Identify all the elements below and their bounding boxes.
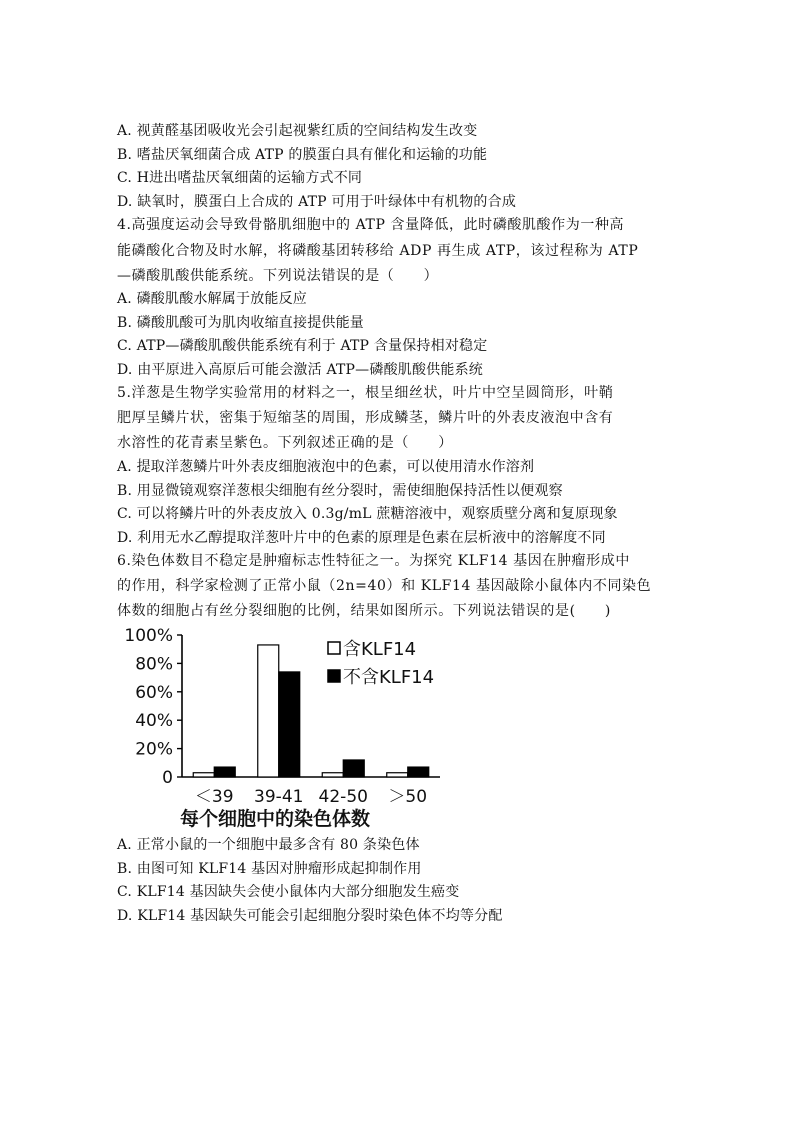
x-tick-label: ＜39 xyxy=(194,787,234,807)
q5-option-d: D. 利用无水乙醇提取洋葱叶片中的色素的原理是色素在层析液中的溶解度不同 xyxy=(117,530,606,546)
bar xyxy=(279,672,300,777)
bar xyxy=(258,645,279,777)
y-tick-label: 100% xyxy=(124,626,173,646)
q3-option-a: A. 视黄醛基团吸收光会引起视紫红质的空间结构发生改变 xyxy=(117,123,478,139)
q4-option-d: D. 由平原进入高原后可能会激活 ATP—磷酸肌酸供能系统 xyxy=(117,362,483,378)
q6-option-b: B. 由图可知 KLF14 基因对肿瘤形成起抑制作用 xyxy=(117,861,422,877)
bar xyxy=(408,767,429,777)
q4-stem-line: 4.高强度运动会导致骨骼肌细胞中的 ATP 含量降低，此时磷酸肌酸作为一种高 xyxy=(117,217,625,233)
x-axis-title: 每个细胞中的染色体数 xyxy=(179,808,371,830)
bar xyxy=(387,773,408,777)
bar xyxy=(214,767,235,777)
q4-stem-line: —磷酸肌酸供能系统。下列说法错误的是（ ） xyxy=(117,268,439,284)
q6-stem-line: 6.染色体数目不稳定是肿瘤标志性特征之一。为探究 KLF14 基因在肿瘤形成中 xyxy=(117,553,630,569)
q3-option-b: B. 嗜盐厌氧细菌合成 ATP 的膜蛋白具有催化和运输的功能 xyxy=(117,147,488,163)
q6-option-c: C. KLF14 基因缺失会使小鼠体内大部分细胞发生癌变 xyxy=(117,884,460,900)
x-tick-label: 39-41 xyxy=(254,787,304,807)
y-tick-label: 0 xyxy=(162,768,173,788)
bar xyxy=(343,760,364,777)
q4-option-c: C. ATP—磷酸肌酸供能系统有利于 ATP 含量保持相对稳定 xyxy=(117,338,488,354)
legend-label: 含KLF14 xyxy=(343,639,417,660)
q4-option-b: B. 磷酸肌酸可为肌肉收缩直接提供能量 xyxy=(117,315,364,331)
legend-swatch xyxy=(328,642,340,654)
y-tick-label: 60% xyxy=(135,682,173,703)
q6-option-d: D. KLF14 基因缺失可能会引起细胞分裂时染色体不均等分配 xyxy=(117,908,503,924)
q5-option-c: C. 可以将鳞片叶的外表皮放入 0.3g/mL 蔗糖溶液中，观察质壁分离和复原现象 xyxy=(117,506,618,522)
legend-swatch xyxy=(328,670,340,682)
q5-stem-line: 肥厚呈鳞片状，密集于短缩茎的周围，形成鳞茎，鳞片叶的外表皮液泡中含有 xyxy=(117,410,614,426)
q5-option-a: A. 提取洋葱鳞片叶外表皮细胞液泡中的色素，可以使用清水作溶剂 xyxy=(117,459,535,475)
q3-option-c: C. H进出嗜盐厌氧细菌的运输方式不同 xyxy=(117,170,363,186)
q4-option-a: A. 磷酸肌酸水解属于放能反应 xyxy=(117,291,308,307)
bar xyxy=(322,773,343,777)
x-tick-label: ＞50 xyxy=(388,787,428,807)
q5-stem-line: 水溶性的花青素呈紫色。下列叙述正确的是（ ） xyxy=(117,435,453,451)
y-tick-label: 40% xyxy=(135,711,173,732)
q5-option-b: B. 用显微镜观察洋葱根尖细胞有丝分裂时，需使细胞保持活性以便观察 xyxy=(117,483,563,499)
q3-option-d: D. 缺氧时，膜蛋白上合成的 ATP 可用于叶绿体中有机物的合成 xyxy=(117,194,517,210)
q5-stem-line: 5.洋葱是生物学实验常用的材料之一，根呈细丝状，叶片中空呈圆筒形，叶鞘 xyxy=(117,385,614,401)
chromosome-count-bar-chart xyxy=(118,620,458,832)
q4-stem-line: 能磷酸化合物及时水解，将磷酸基团转移给 ADP 再生成 ATP，该过程称为 ATP xyxy=(117,243,639,259)
q6-stem-line: 体数的细胞占有丝分裂细胞的比例，结果如图所示。下列说法错误的是( ) xyxy=(117,603,611,619)
q6-option-a: A. 正常小鼠的一个细胞中最多含有 80 条染色体 xyxy=(117,837,420,853)
bar xyxy=(193,773,214,777)
legend-label: 不含KLF14 xyxy=(343,667,435,688)
q6-stem-line: 的作用，科学家检测了正常小鼠（2n=40）和 KLF14 基因敲除小鼠体内不同染色 xyxy=(117,578,652,594)
x-tick-label: 42-50 xyxy=(318,787,368,807)
y-tick-label: 20% xyxy=(135,739,173,760)
y-tick-label: 80% xyxy=(135,654,173,675)
